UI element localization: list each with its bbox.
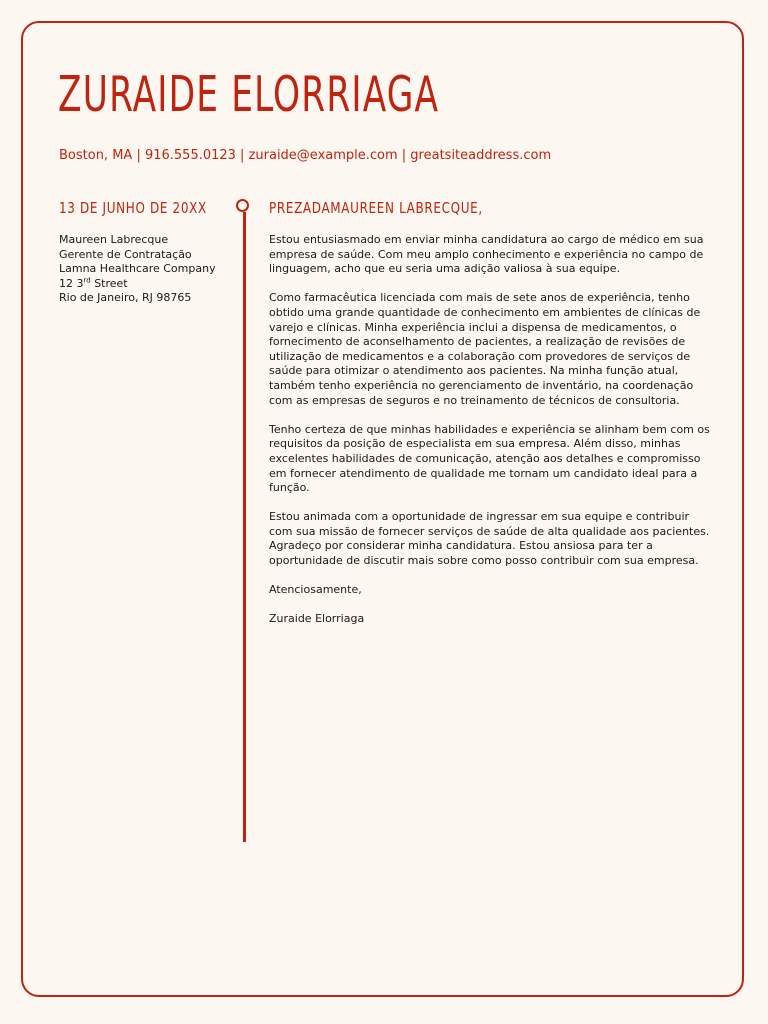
contact-info: Boston, MA | 916.555.0123 | zuraide@example.com | greatsiteaddress.com [59, 148, 552, 163]
street-name: Street [90, 276, 128, 290]
letter-body [269, 233, 714, 642]
recipient-city: Rio de Janeiro, RJ 98765 [59, 291, 192, 305]
street-number: 12 3 [59, 276, 84, 290]
letter-paragraph: Como farmacêutica licenciada com mais de sete anos de experiência, tenho obtido uma grande quantidade de conhecimento em ambientes de clínicas de varejo e clínicas. Minha experiência inclui a dispensa de medicamentos, o fornecimento de aconselhamento de pacientes, a realização de revisões de utilização de medicamentos e a colaboração com provedores de serviços de saúde para otimizar o atendimento aos pacientes. Na minha função atual, também tenho experiência no gerenciamento de inventário, na coordenação com as empresas de seguros e no treinamento de técnicos de consultoria. [269, 291, 701, 407]
street-ordinal: rd [83, 276, 91, 285]
recipient-title: Gerente de Contratação [59, 247, 192, 261]
recipient-block [59, 233, 216, 306]
closing: Atenciosamente, [269, 583, 362, 597]
signature: Zuraide Elorriaga [269, 612, 365, 626]
letter-date: 13 DE JUNHO DE 20XX [59, 199, 207, 217]
recipient-name: Maureen Labrecque [59, 233, 169, 246]
applicant-name: ZURAIDE ELORRIAGA [58, 66, 440, 123]
letter-paragraph: Estou animada com a oportunidade de ingressar em sua equipe e contribuir com sua missão de fornecer serviços de saúde de alta qualidade aos pacientes. Agradeço por considerar minha candidatura. Estou ansiosa para ter a oportunidade de discutir mais sobre como posso contribuir com sua empresa. [269, 510, 710, 568]
letter-paragraph: Tenho certeza de que minhas habilidades e experiência se alinham bem com os requisitos da posição de especialista em sua empresa. Além disso, minhas excelentes habilidades de comunicação, atenção aos detalhes e compromisso em fornecer atendimento de qualidade me tornam um candidato ideal para a função. [269, 422, 710, 495]
salutation: PREZADAMAUREEN LABRECQUE, [269, 199, 483, 217]
recipient-street [59, 277, 216, 292]
recipient-company: Lamna Healthcare Company [59, 262, 216, 276]
letter-paragraph: Estou entusiasmado em enviar minha candidatura ao cargo de médico em sua empresa de saúde. Com meu amplo conhecimento e experiência no campo de linguagem, acho que eu seria uma adição valiosa à sua equipe. [269, 233, 704, 276]
timeline-divider [243, 212, 246, 842]
timeline-dot [236, 199, 249, 212]
